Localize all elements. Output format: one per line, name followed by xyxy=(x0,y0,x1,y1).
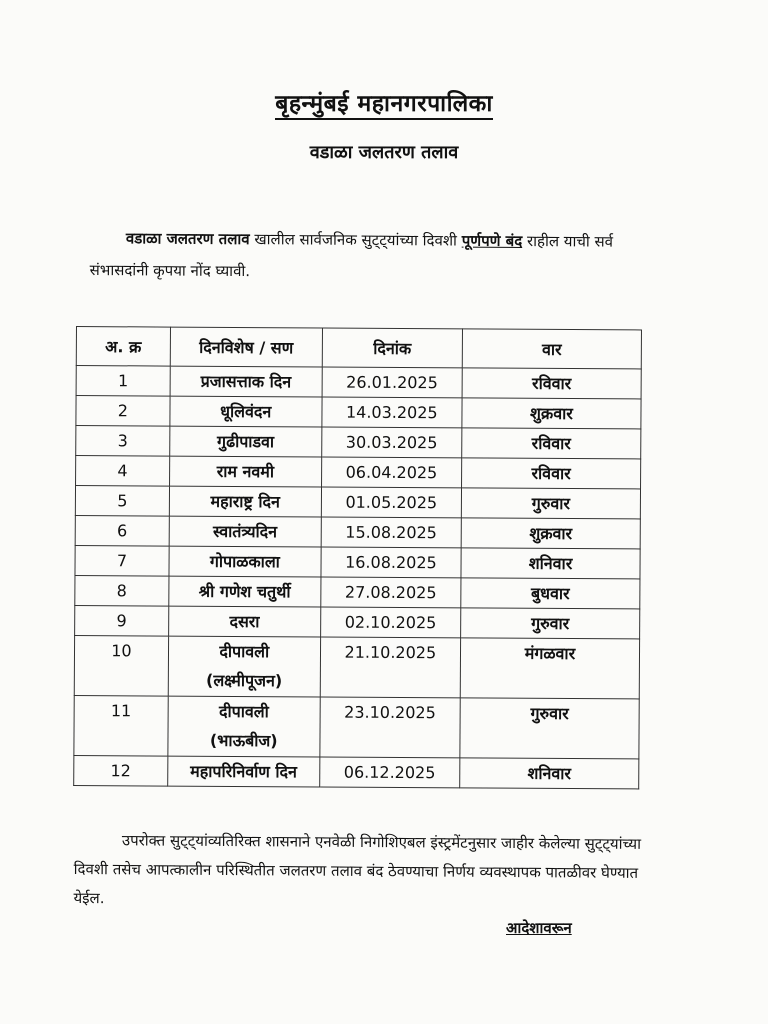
occasion-line-2: (लक्ष्मीपूजन) xyxy=(205,670,283,691)
weekday-cell: रविवार xyxy=(462,428,641,459)
table-row xyxy=(76,366,641,399)
organization-title xyxy=(0,86,768,118)
table-row xyxy=(74,695,639,758)
table-row xyxy=(75,545,640,578)
occasion-cell: महाराष्ट्र दिन xyxy=(169,486,321,517)
weekday-cell: बुधवार xyxy=(461,578,640,609)
serial-cell: 5 xyxy=(75,486,169,517)
serial-cell: 9 xyxy=(75,605,169,636)
serial-cell: 6 xyxy=(75,515,169,546)
occasion-cell: गोपाळकाला xyxy=(169,546,321,577)
date-cell: 14.03.2025 xyxy=(322,397,462,428)
date-cell: 01.05.2025 xyxy=(321,487,461,518)
weekday-cell: गुरुवार xyxy=(461,608,640,639)
date-cell: 27.08.2025 xyxy=(321,577,461,608)
occasion-cell xyxy=(168,696,320,757)
intro-closed-notice: पूर्णपणे बंद xyxy=(461,231,523,251)
occasion-cell: दसरा xyxy=(168,606,320,637)
weekday-cell: शनिवार xyxy=(460,758,639,789)
table-row xyxy=(76,396,641,429)
date-cell: 15.08.2025 xyxy=(321,517,461,548)
date-cell: 06.04.2025 xyxy=(321,457,461,488)
weekday-cell: शनिवार xyxy=(461,548,640,579)
serial-cell: 7 xyxy=(75,545,169,576)
serial-cell: 8 xyxy=(75,575,169,606)
table-row xyxy=(74,635,639,698)
date-cell: 06.12.2025 xyxy=(319,757,459,788)
weekday-cell: शुक्रवार xyxy=(462,398,641,429)
footer-paragraph xyxy=(73,826,674,917)
serial-cell: 2 xyxy=(76,396,170,427)
header-date: दिनांक xyxy=(322,328,462,368)
weekday-cell: गुरुवार xyxy=(460,698,639,759)
date-cell: 23.10.2025 xyxy=(320,697,461,758)
weekday-cell: रविवार xyxy=(462,368,641,399)
table-row xyxy=(76,426,641,459)
weekday-cell: मंगळवार xyxy=(460,638,639,699)
occasion-cell xyxy=(168,636,320,697)
footer-text: उपरोक्त सुट्ट्यांव्यतिरिक्त शासनाने एनवेळी निगोशिएबल इंस्ट्रमेंटनुसार जाहीर केलेल्या सुट्ट्यांच्या दिवशी तसेच आपत्कालीन परिस्थितीत जलतरण तलाव बंद ठेवण्याचा निर्णय व्यवस्थापक पातळीवर घेण्यात येईल. xyxy=(73,831,642,908)
date-cell: 16.08.2025 xyxy=(321,547,461,578)
occasion-line-1: दीपावली xyxy=(219,641,270,662)
date-cell: 30.03.2025 xyxy=(321,427,461,458)
weekday-cell: रविवार xyxy=(462,458,641,489)
date-cell: 21.10.2025 xyxy=(320,637,461,698)
intro-text-2: राहील याची सर्व संभासदांनी कृपया नोंद घ्यावी. xyxy=(89,232,614,281)
serial-cell: 11 xyxy=(74,695,168,756)
table-row xyxy=(75,575,640,608)
table-header-row xyxy=(76,327,641,369)
occasion-cell: गुढीपाडवा xyxy=(170,426,322,457)
signature-line: आदेशावरून xyxy=(506,919,572,937)
occasion-cell: प्रजासत्ताक दिन xyxy=(170,366,322,397)
header-weekday: वार xyxy=(462,329,641,369)
facility-title: वडाळा जलतरण तलाव xyxy=(309,142,459,163)
header-serial: अ. क्र xyxy=(76,327,170,367)
table-row xyxy=(75,486,640,519)
occasion-cell: धूलिवंदन xyxy=(170,396,322,427)
occasion-cell: महापरिनिर्वाण दिन xyxy=(168,756,320,787)
occasion-cell: श्री गणेश चतुर्थी xyxy=(169,576,321,607)
occasion-line-2: (भाऊबीज) xyxy=(209,730,278,751)
date-cell: 02.10.2025 xyxy=(320,607,460,638)
serial-cell: 4 xyxy=(76,456,170,487)
weekday-cell: शुक्रवार xyxy=(461,518,640,549)
table-row xyxy=(74,755,639,788)
occasion-line-1: दीपावली xyxy=(218,701,269,722)
holiday-table xyxy=(73,326,642,789)
intro-text-1: खालील सार्वजनिक सुट्ट्यांच्या दिवशी xyxy=(249,230,462,250)
table-row xyxy=(76,456,641,489)
serial-cell: 3 xyxy=(76,426,170,457)
intro-paragraph xyxy=(90,222,650,290)
intro-facility-name: वडाळा जलतरण तलाव xyxy=(125,229,250,249)
occasion-cell: राम नवमी xyxy=(169,456,321,487)
serial-cell: 1 xyxy=(76,366,170,397)
organization-name: बृहन्मुंबई महानगरपालिका xyxy=(275,91,493,120)
serial-cell: 12 xyxy=(74,755,168,786)
weekday-cell: गुरुवार xyxy=(461,488,640,519)
table-row xyxy=(75,515,640,548)
serial-cell: 10 xyxy=(74,635,168,696)
table-row xyxy=(75,605,640,638)
header-occasion: दिनविशेष / सण xyxy=(170,327,322,367)
date-cell: 26.01.2025 xyxy=(322,367,462,398)
occasion-cell: स्वातंत्र्यदिन xyxy=(169,516,321,547)
